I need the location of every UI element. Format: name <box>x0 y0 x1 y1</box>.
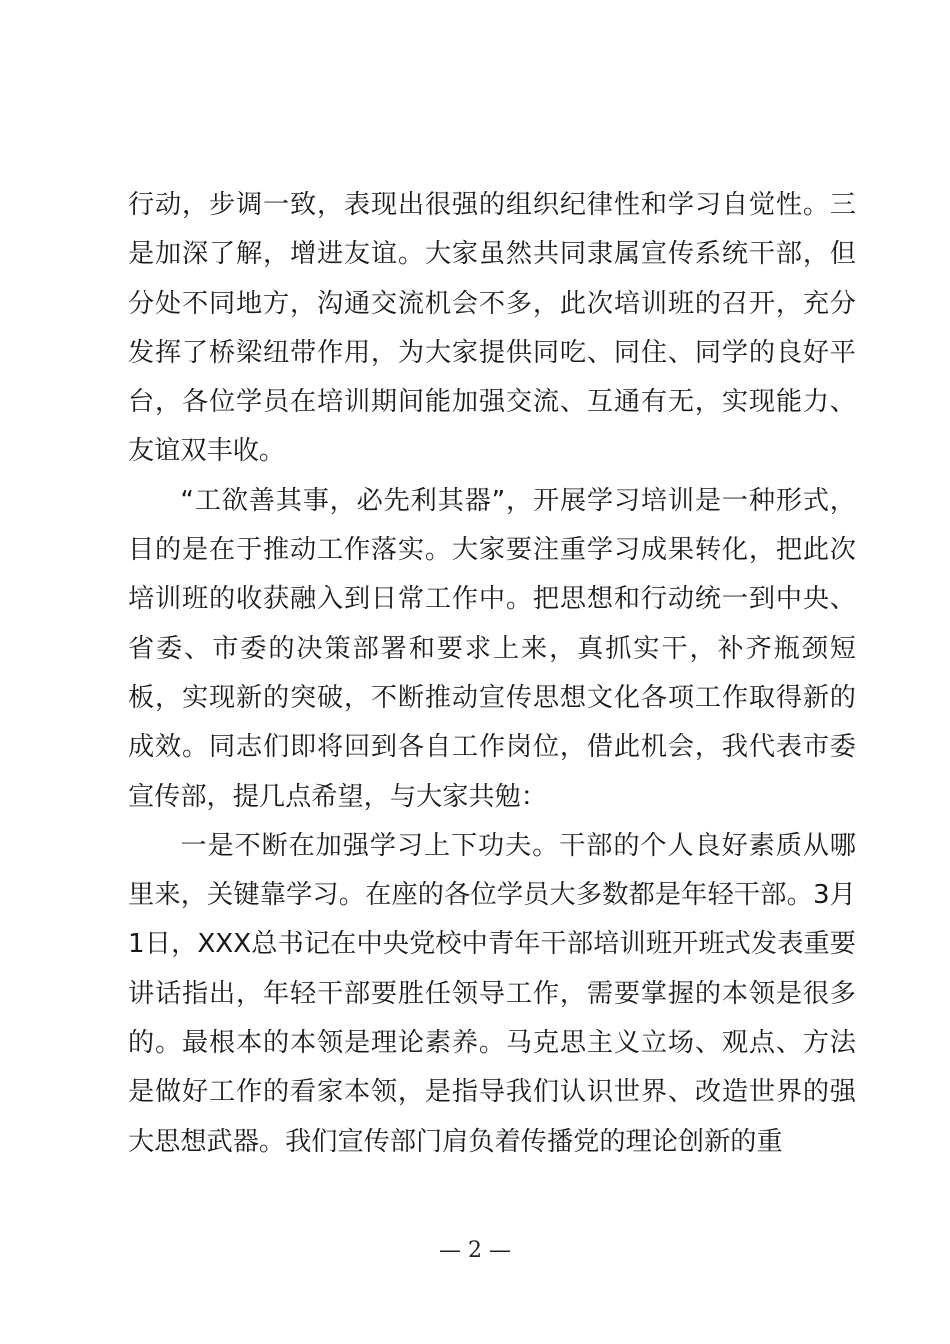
paragraph-point-one: 一是不断在加强学习上下功夫。干部的个人良好素质从哪里来，关键靠学习。在座的各位学员大多数都是年轻干部。3月1日，XXX总书记在中央党校中青年干部培训班开班式发表重要讲话指出，年轻干部要胜任领导工作，需要掌握的本领是很多的。最根本的本领是理论素养。马克思主义立场、观点、方法是做好工作的看家本领，是指导我们认识世界、改造世界的强大思想武器。我们宣传部门肩负着传播党的理论创新的重 <box>128 830 856 1157</box>
body-text <box>128 181 856 1167</box>
paragraph-continuation: 行动，步调一致，表现出很强的组织纪律性和学习自觉性。三是加深了解，增进友谊。大家虽然共同隶属宣传系统干部，但分处不同地方，沟通交流机会不多，此次培训班的召开，充分发挥了桥梁纽带作用，为大家提供同吃、同住、同学的良好平台，各位学员在培训期间能加强交流、互通有无，实现能力、友谊双丰收。 <box>128 190 856 467</box>
page-number: — 2 — <box>439 1238 511 1263</box>
paragraph-quote: “工欲善其事，必先利其器”，开展学习培训是一种形式，目的是在于推动工作落实。大家要注重学习成果转化，把此次培训班的收获融入到日常工作中。把思想和行动统一到中央、省委、市委的决策部署和要求上来，真抓实干，补齐瓶颈短板，实现新的突破，不断推动宣传思想文化各项工作取得新的成效。同志们即将回到各自工作岗位，借此机会，我代表市委宣传部，提几点希望，与大家共勉： <box>128 485 856 812</box>
